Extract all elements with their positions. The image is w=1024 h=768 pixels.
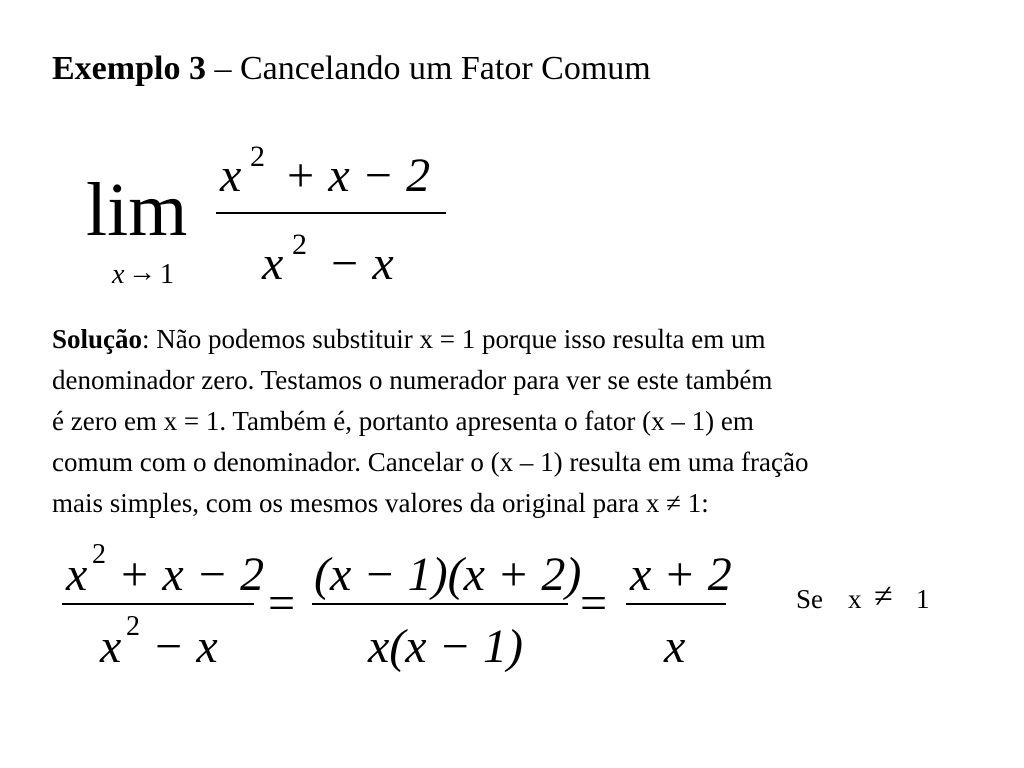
lim-num-exp: 2	[250, 140, 265, 173]
lim-den-rest: − x	[328, 237, 394, 290]
eq-frac1-num-exp: 2	[92, 539, 106, 570]
solution-line-1: : Não podemos substituir x = 1 porque isso resulta em um	[142, 324, 766, 354]
eq-frac1-den-exp: 2	[126, 611, 140, 642]
solution-label: Solução	[52, 324, 143, 354]
eq-equals-2: =	[580, 577, 608, 630]
eq-frac2-num: (x − 1)(x + 2)	[314, 548, 582, 601]
solution-paragraph	[52, 319, 1012, 524]
eq-frac2-bar	[312, 603, 568, 605]
slide-title	[52, 50, 651, 88]
eq-frac1-num-x: x	[66, 548, 88, 601]
title-bold: Exemplo 3	[52, 50, 206, 87]
condition-neq: ≠	[874, 578, 893, 615]
eq-frac1-bar	[62, 603, 254, 605]
condition-se: Se	[796, 584, 823, 614]
lim-den-x: x	[262, 237, 284, 290]
condition-value: 1	[916, 584, 930, 614]
eq-frac1-den-rest: − x	[152, 620, 218, 673]
lim-num-rest: + x − 2	[284, 149, 431, 202]
lim-fraction-bar	[216, 212, 446, 214]
lim-num-x: x	[220, 149, 242, 202]
solution-line-5: mais simples, com os mesmos valores da original para x ≠ 1:	[52, 488, 709, 518]
lim-sub-arrow: →	[128, 257, 156, 288]
lim-sub-val: 1	[160, 259, 174, 290]
lim-sub-var: x	[112, 259, 125, 290]
lim-symbol: lim	[86, 168, 188, 252]
eq-frac3-den: x	[664, 620, 686, 673]
solution-line-4: comum com o denominador. Cancelar o (x – 1) resulta em uma fração	[52, 447, 809, 477]
solution-line-3: é zero em x = 1. Também é, portanto apresenta o fator (x – 1) em	[52, 406, 754, 436]
condition-x: x	[848, 584, 862, 614]
solution-line-2: denominador zero. Testamos o numerador para ver se este também	[52, 365, 773, 395]
title-rest: – Cancelando um Fator Comum	[205, 50, 651, 87]
eq-frac3-bar	[626, 603, 726, 605]
eq-frac2-den: x(x − 1)	[368, 620, 523, 673]
eq-frac1-den-x: x	[100, 620, 122, 673]
eq-frac3-num: x + 2	[630, 548, 732, 601]
eq-equals-1: =	[268, 577, 296, 630]
eq-frac1-num-rest: + x − 2	[118, 548, 265, 601]
lim-den-exp: 2	[292, 228, 307, 261]
